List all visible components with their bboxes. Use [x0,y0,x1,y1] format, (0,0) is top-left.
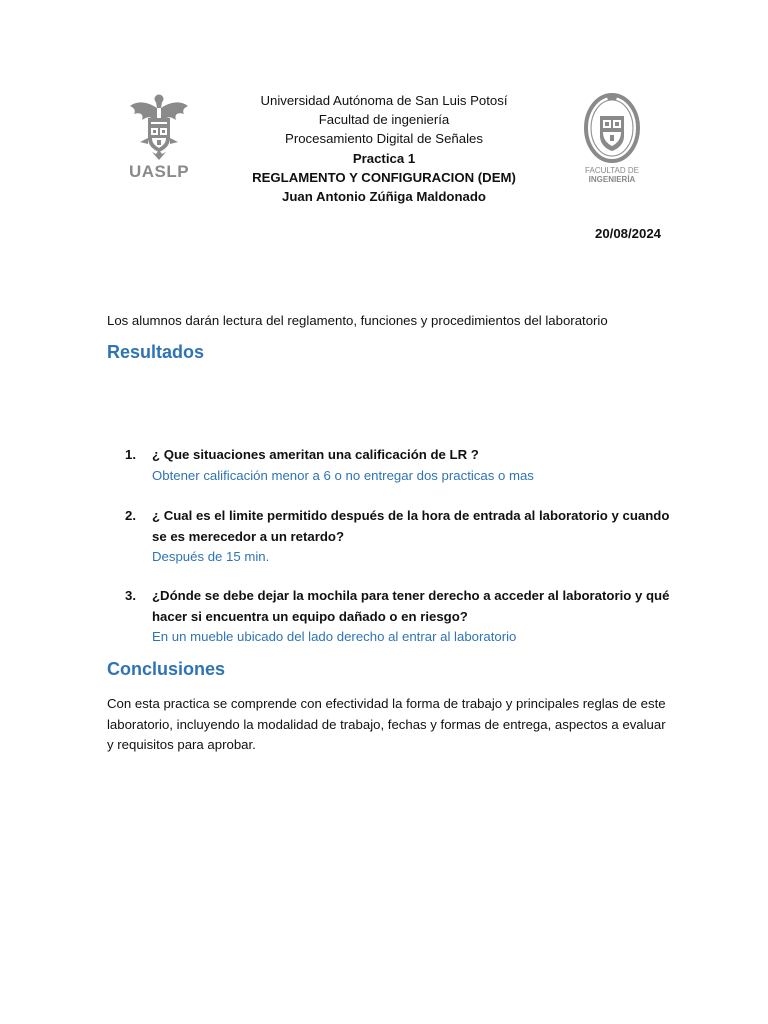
author-name: Juan Antonio Zúñiga Maldonado [282,189,486,205]
question-number: 2. [125,508,136,523]
practice-number: Practica 1 [352,150,416,166]
faculty-name: Facultad de ingeniería [318,112,450,128]
question-text: ¿ Cual es el limite permitido después de la hora de entrada al laboratorio y cuando se es merecedor a un retardo? [152,508,670,544]
answer-text: En un mueble ubicado del lado derecho al entrar al laboratorio [152,629,517,644]
uaslp-logo-text: UASLP [128,162,190,181]
faculty-logo-text-line2: INGENIERÍA [588,175,636,184]
question-number: 3. [125,588,136,603]
intro-paragraph: Los alumnos darán lectura del reglamento, funciones y procedimientos del laboratorio [107,313,608,328]
question-text: ¿Dónde se debe dejar la mochila para tener derecho a acceder al laboratorio y qué hacer si encuentra un equipo dañado o en riesgo? [152,588,670,624]
answer-text: Después de 15 min. [152,549,270,564]
uaslp-logo [126,92,192,188]
document-header [200,91,568,206]
faculty-seal-icon [578,92,646,166]
university-name: Universidad Autónoma de San Luis Potosí [260,93,508,108]
results-heading: Resultados [107,342,205,362]
answer-text: Obtener calificación menor a 6 o no entregar dos practicas o mas [152,467,534,483]
practice-title: REGLAMENTO Y CONFIGURACION (DEM) [252,169,516,185]
eagle-icon [126,92,192,162]
faculty-logo-text-line1: FACULTAD DE [585,166,639,175]
facultad-ingenieria-logo [578,92,646,188]
document-date: 20/08/2024 [594,226,661,241]
question-text: ¿ Que situaciones ameritan una calificación de LR ? [152,447,479,462]
question-number: 1. [125,447,136,462]
conclusions-heading: Conclusiones [107,659,226,679]
conclusions-paragraph: Con esta practica se comprende con efectividad la forma de trabajo y principales reglas de este laboratorio, incluyendo la modalidad de trabajo, fechas y formas de entrega, aspectos a evaluar y requisitos para aprobar. [107,696,666,752]
course-name: Procesamiento Digital de Señales [285,131,483,147]
